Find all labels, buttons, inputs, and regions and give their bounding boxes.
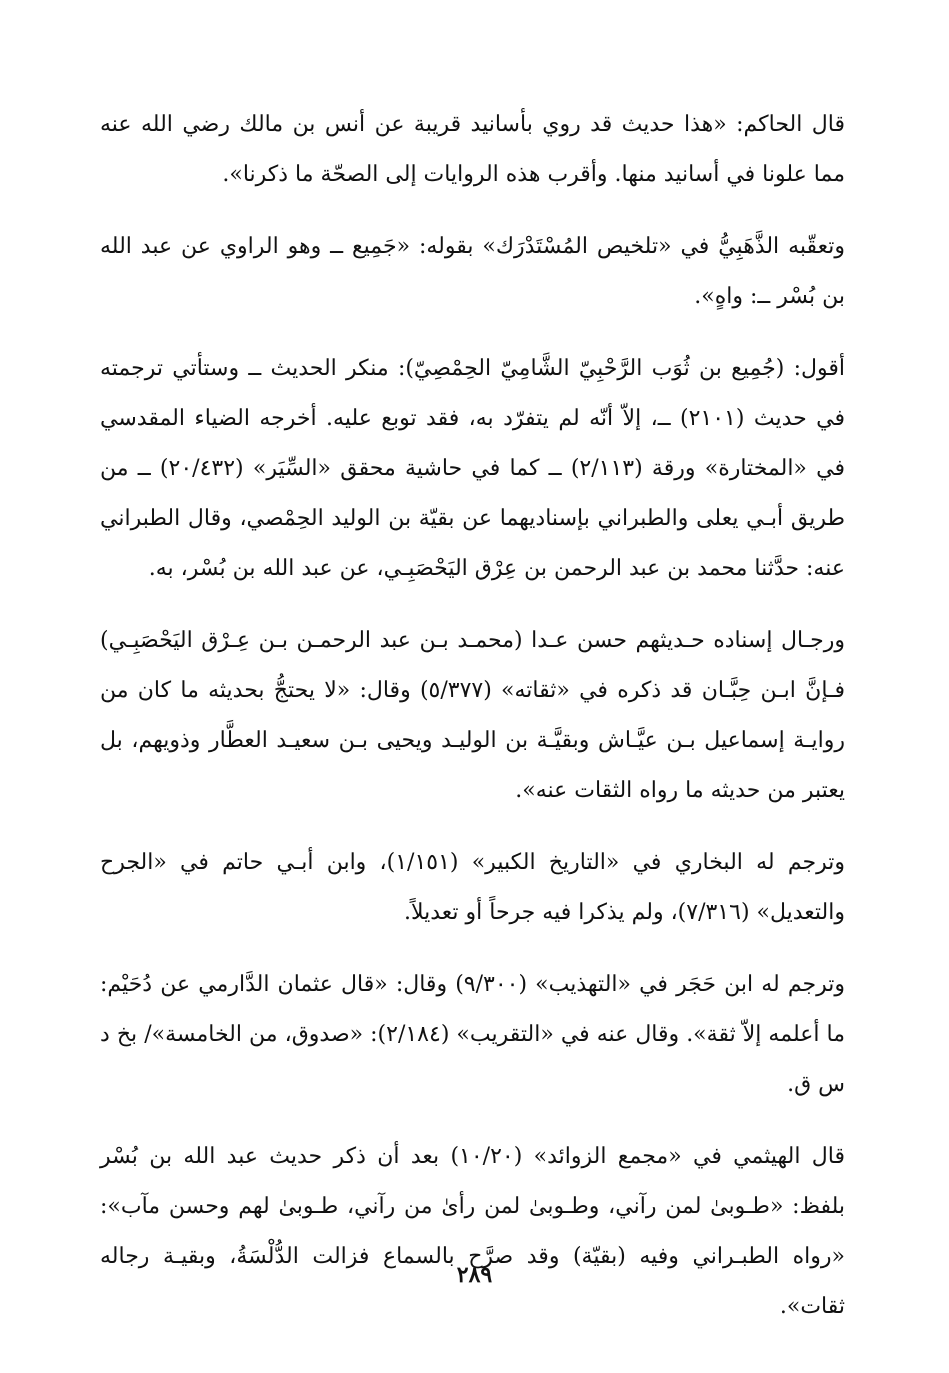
paragraph-bukhari-note: وترجم له البخاري في «التاريخ الكبير» (١/١٥١)، وابن أبـي حاتم في «الجرح والتعديل» (٧/٣١٦)، ولم يذكرا فيه جرحاً أو تعديلاً. [100, 850, 845, 925]
page-body [100, 100, 845, 1354]
paragraph-author-analysis: أقول: (جُمِيع بن ثُوَب الرَّحْبِيّ الشَّامِيّ الحِمْصِيّ): منكر الحديث ــ وستأتي ترجمته في حديث (٢١٠١) ــ، إلاّ أنّه لم يتفرّد به، فقد توبع عليه. أخرجه الضياء المقدسي في «المختارة» ورقة (٢/١١٣) ــ كما في حاشية محقق «السِّيَر» (٢٠/٤٣٢) ــ من طريق أبـي يعلى والطبراني بإسناديهما عن بقيّة بن الوليد الحِمْصي، وقال الطبراني عنه: حدَّثنا محمد بن عبد الرحمن بن عِرْق اليَحْصَبِـي، عن عبد الله بن بُسْر، به. [100, 356, 846, 581]
paragraph-ibn-hajar-note: وترجم له ابن حَجَر في «التهذيب» (٩/٣٠٠) وقال: «قال عثمان الدَّارمي عن دُحَيْم: ما أعلمه إلاّ ثقة». وقال عنه في «التقريب» (٢/١٨٤): «صدوق، من الخامسة»/ بخ د س ق. [100, 972, 845, 1097]
paragraph-dhahabi-comment: وتعقّبه الذَّهَبِيُّ في «تلخيص المُسْتَدْرَك» بقوله: «جَمِيع ــ وهو الراوي عن عبد الله بن بُسْر ــ: واهٍ». [100, 234, 845, 309]
page-number: ٢٨٩ [456, 1262, 493, 1288]
paragraph-hakim-quote: قال الحاكم: «هذا حديث قد روي بأسانيد قريبة عن أنس بن مالك رضي الله عنه مما علونا في أسانيد منها. وأقرب هذه الروايات إلى الصحّة ما ذكرنا». [100, 112, 845, 187]
paragraph-haythami-note: قال الهيثمي في «مجمع الزوائد» (١٠/٢٠) بعد أن ذكر حديث عبد الله بن بُسْر بلفظ: «طـوبىٰ لمن رآني، وطـوبىٰ لمن رأىٰ من رآني، طـوبىٰ لهم وحسن مآب»: «رواه الطبـراني وفيه (بقيّة) وقد صرَّح بالسماع فزالت الدُّلْسَةُ، وبقيـة رجاله ثقات». [100, 1144, 845, 1319]
paragraph-isnad-men: ورجـال إسناده حـديثهم حسن عـدا (محمـد بـن عبد الرحمـن بـن عِـرْق اليَحْصَبِـي) فـإنَّ ابـن حِبَّـان قد ذكره في «ثقاته» (٥/٣٧٧) وقال: «لا يحتجُّ بحديثه ما كان من روايـة إسماعيل بـن عيَّـاش وبقيَّـة بن الوليـد ويحيى بـن سعيـد العطَّار وذويهم، بل يعتبر من حديثه ما رواه الثقات عنه». [100, 628, 845, 803]
